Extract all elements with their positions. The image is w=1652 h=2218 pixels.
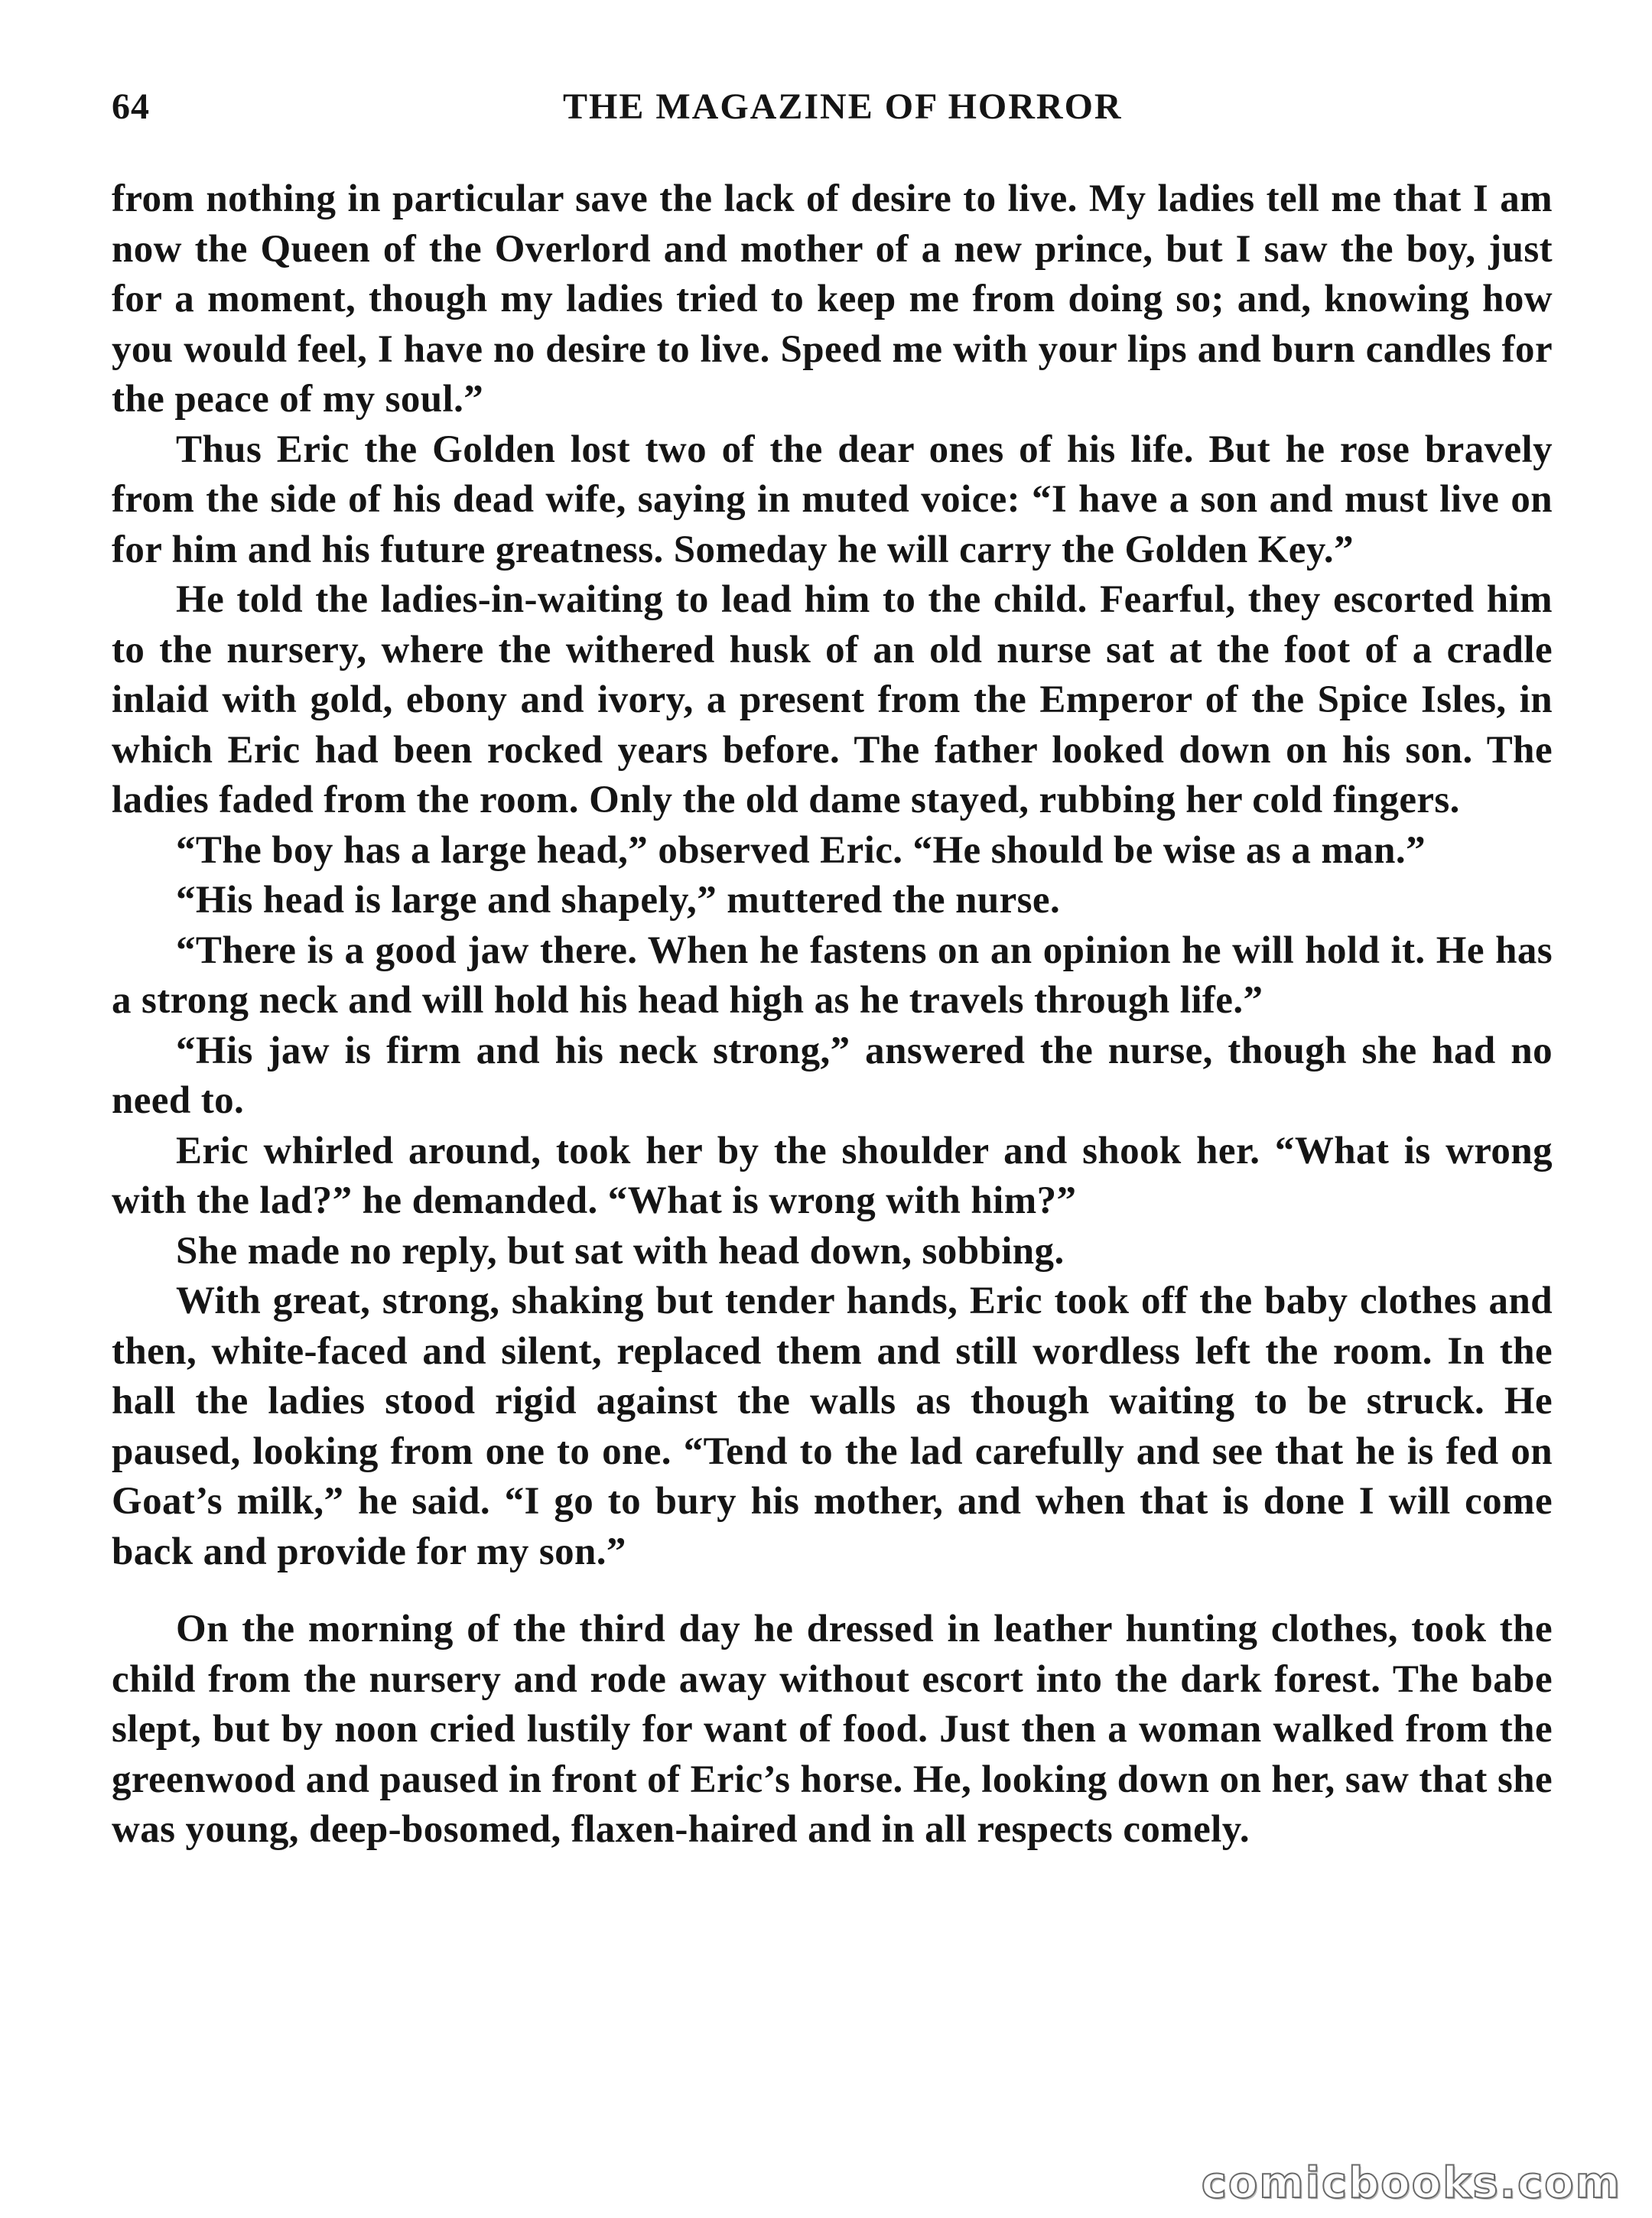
paragraph: Eric whirled around, took her by the shoulder and shook her. “What is wrong with the lad?” he demanded. “What is wrong with him?” xyxy=(112,1129,1553,1222)
paragraph: “His jaw is firm and his neck strong,” answered the nurse, though she had no need to. xyxy=(112,1029,1553,1122)
paragraph: “The boy has a large head,” observed Eric. “He should be wise as a man.” xyxy=(176,828,1426,872)
paragraph: He told the ladies-in-waiting to lead him to the child. Fearful, they escorted him to the nursery, where the withered husk of an old nurse sat at the foot of a cradle inlaid with gold, ebony and ivory, a present from the Emperor of the Spice Isles, in which Eric had been rocked years before. The father looked down on his son. The ladies faded from the room. Only the old dame stayed, rubbing her cold fingers. xyxy=(112,578,1553,821)
paragraph: She made no reply, but sat with head down, sobbing. xyxy=(176,1229,1065,1273)
running-head xyxy=(112,86,1553,147)
paragraph: “His head is large and shapely,” muttered the nurse. xyxy=(176,879,1061,922)
paragraph: With great, strong, shaking but tender hands, Eric took off the baby clothes and then, white-faced and silent, replaced them and still wordless left the room. In the hall the ladies stood rigid against the walls as though waiting to be struck. He paused, looking from one to one. “Tend to the lad carefully and see that he is fed on Goat’s milk,” he said. “I go to bury his mother, and when that is done I will come back and provide for my son.” xyxy=(112,1280,1553,1573)
page-number: 64 xyxy=(112,86,150,127)
paragraph: from nothing in particular save the lack of desire to live. My ladies tell me that I am now the Queen of the Overlord and mother of a new prince, but I saw the boy, just for a moment, though my ladies tried to keep me from doing so; and, knowing how you would feel, I have no desire to live. Speed me with your lips and burn candles for the peace of my soul.” xyxy=(112,177,1553,421)
paragraph: “There is a good jaw there. When he fastens on an opinion he will hold it. He has a strong neck and will hold his head high as he travels through life.” xyxy=(112,929,1553,1022)
watermark-logo: comicbooks.com xyxy=(1201,2158,1621,2208)
paragraph: Thus Eric the Golden lost two of the dear ones of his life. But he rose bravely from the side of his dead wife, saying in muted voice: “I have a son and must live on for him and his future greatness. Someday he will carry the Golden Key.” xyxy=(112,428,1553,571)
magazine-title: THE MAGAZINE OF HORROR xyxy=(563,86,1123,127)
paragraph: On the morning of the third day he dressed in leather hunting clothes, took the child from the nursery and rode away without escort into the dark forest. The babe slept, but by noon cried lustily for want of food. Just then a woman walked from the greenwood and paused in front of Eric’s horse. He, looking down on her, saw that she was young, deep-bosomed, flaxen-haired and in all respects comely. xyxy=(112,1608,1553,1851)
story-text xyxy=(112,174,1553,1855)
